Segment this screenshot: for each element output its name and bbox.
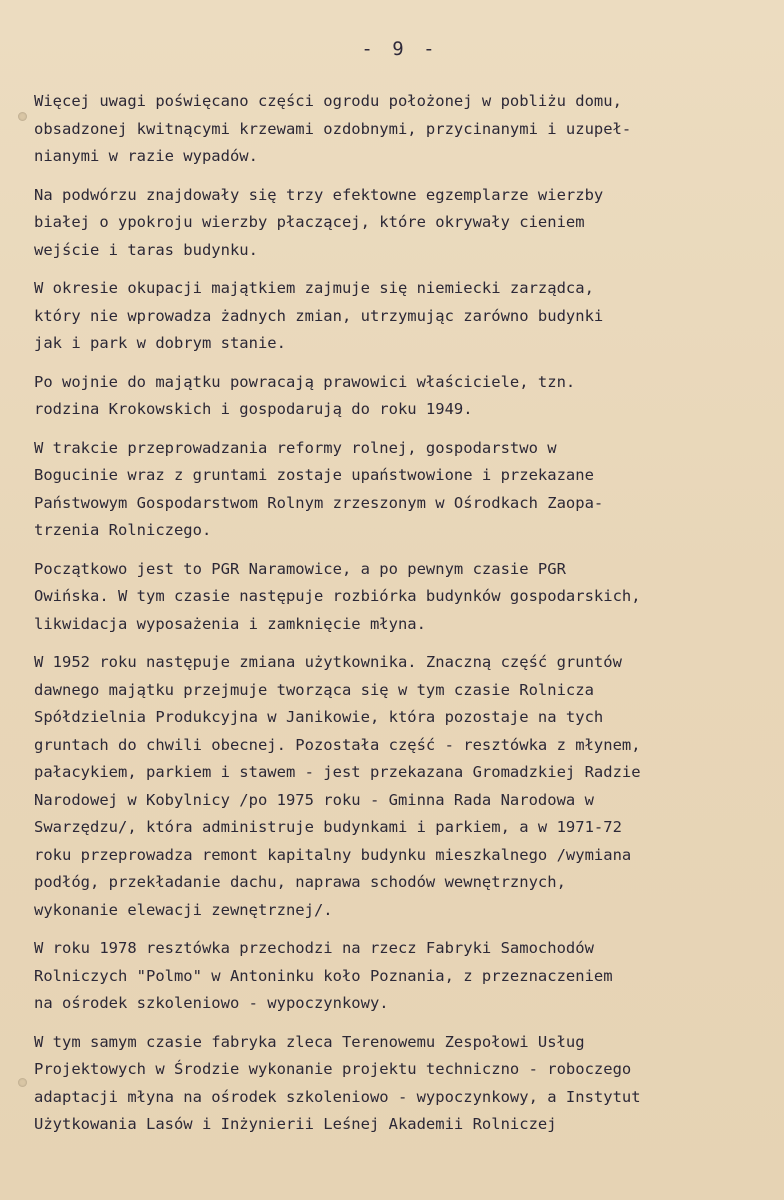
text-line: nianymi w razie wypadów. [34, 147, 258, 165]
text-line: W okresie okupacji majątkiem zajmuje się niemiecki zarządca, [34, 279, 594, 297]
text-line: Na podwórzu znajdowały się trzy efektowne egzemplarze wierzby [34, 185, 604, 204]
page-number: - 9 - [361, 38, 439, 60]
text-line: podłóg, przekładanie dachu, naprawa schodów wewnętrznych, [34, 873, 566, 891]
text-line: gruntach do chwili obecnej. Pozostała część - resztówka z młynem, [34, 735, 641, 754]
text-line: Owińska. W tym czasie następuje rozbiórka budynków gospodarskich, [34, 587, 641, 605]
text-line: roku przeprowadza remont kapitalny budynku mieszkalnego /wymiana [34, 845, 632, 864]
text-line: na ośrodek szkoleniowo - wypoczynkowy. [34, 994, 389, 1012]
text-line: W tym samym czasie fabryka zleca Terenowemu Zespołowi Usług [34, 1032, 585, 1051]
text-line: Początkowo jest to PGR Naramowice, a po pewnym czasie PGR [34, 559, 566, 578]
paragraph [34, 1029, 754, 1139]
text-line: W 1952 roku następuje zmiana użytkownika. Znaczną część gruntów [34, 653, 622, 671]
text-line: białej o ypokroju wierzby płaczącej, które okrywały cieniem [34, 213, 585, 231]
text-line: Po wojnie do majątku powracają prawowici właściciele, tzn. [34, 372, 576, 391]
text-line: wejście i taras budynku. [34, 240, 258, 259]
text-line: rodzina Krokowskich i gospodarują do roku 1949. [34, 400, 473, 418]
paragraph [34, 556, 754, 639]
text-line: jak i park w dobrym stanie. [34, 334, 286, 352]
text-line: który nie wprowadza żadnych zmian, utrzymując zarówno budynki [34, 306, 604, 325]
text-line: obsadzonej kwitnącymi krzewami ozdobnymi, przycinanymi i uzupeł- [34, 119, 632, 138]
text-line: pałacykiem, parkiem i stawem - jest przekazana Gromadzkiej Radzie [34, 763, 641, 781]
paragraph [34, 275, 754, 358]
text-line: Bogucinie wraz z gruntami zostaje upaństwowione i przekazane [34, 466, 594, 484]
paragraph [34, 935, 754, 1018]
paragraph [34, 435, 754, 545]
text-line: trzenia Rolniczego. [34, 521, 212, 539]
text-line: Narodowej w Kobylnicy /po 1975 roku - Gminna Rada Narodowa w [34, 790, 594, 809]
text-line: Użytkowania Lasów i Inżynierii Leśnej Akademii Rolniczej [34, 1115, 557, 1133]
text-line: W roku 1978 resztówka przechodzi na rzecz Fabryki Samochodów [34, 939, 594, 957]
text-line: Państwowym Gospodarstwom Rolnym zrzeszonym w Ośrodkach Zaopa- [34, 493, 604, 512]
paragraph [34, 649, 754, 924]
text-line: Rolniczych "Polmo" w Antoninku koło Poznania, z przeznaczeniem [34, 966, 613, 985]
text-line: Swarzędzu/, która administruje budynkami i parkiem, a w 1971-72 [34, 818, 622, 836]
text-line: wykonanie elewacji zewnętrznej/. [34, 900, 333, 919]
text-line: Projektowych w Środzie wykonanie projektu techniczno - roboczego [34, 1060, 632, 1078]
punch-hole [18, 112, 27, 121]
text-line: adaptacji młyna na ośrodek szkoleniowo - wypoczynkowy, a Instytut [34, 1087, 641, 1106]
paragraph [34, 182, 754, 265]
document-body [34, 88, 754, 1150]
punch-hole [18, 1078, 27, 1087]
text-line: dawnego majątku przejmuje tworząca się w tym czasie Rolnicza [34, 680, 594, 699]
text-line: W trakcie przeprowadzania reformy rolnej, gospodarstwo w [34, 438, 557, 457]
paragraph [34, 88, 754, 171]
text-line: Spółdzielnia Produkcyjna w Janikowie, która pozostaje na tych [34, 708, 604, 726]
text-line: Więcej uwagi poświęcano części ogrodu położonej w pobliżu domu, [34, 92, 622, 110]
paragraph [34, 369, 754, 424]
text-line: likwidacja wyposażenia i zamknięcie młyna. [34, 614, 426, 633]
